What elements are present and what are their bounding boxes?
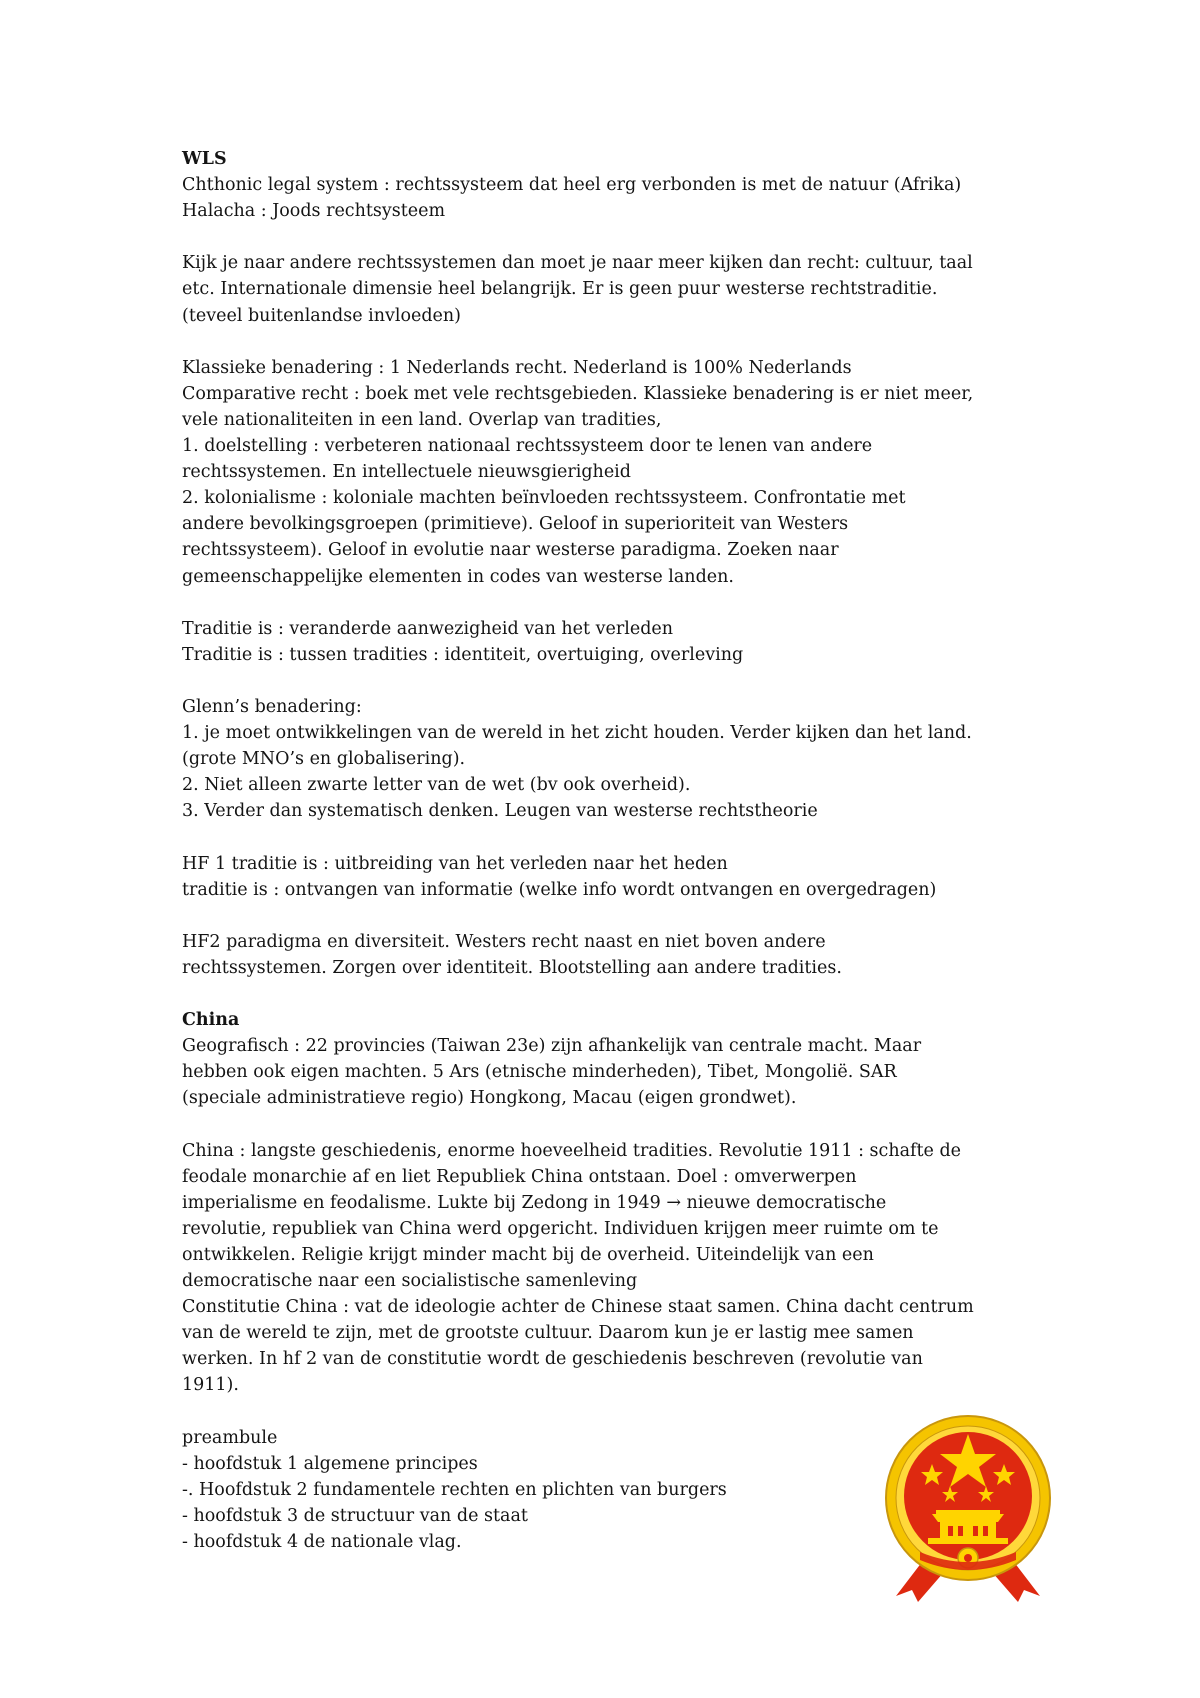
text-line: werken. In hf 2 van de constitutie wordt de geschiedenis beschreven (revolutie van — [182, 1349, 923, 1370]
text-line: HF2 paradigma en diversiteit. Westers recht naast en niet boven andere — [182, 931, 826, 952]
text-line: gemeenschappelijke elementen in codes van westerse landen. — [182, 566, 734, 587]
text-line: -. Hoofdstuk 2 fundamentele rechten en plichten van burgers — [182, 1479, 727, 1500]
blank-line — [182, 590, 1062, 616]
text-line: vele nationaliteiten in een land. Overlap van tradities, — [182, 409, 662, 430]
section-heading: WLS — [182, 149, 227, 169]
text-line: - hoofdstuk 1 algemene principes — [182, 1453, 478, 1474]
text-line: etc. Internationale dimensie heel belangrijk. Er is geen puur westerse rechtstraditie. — [182, 279, 938, 300]
blank-line — [182, 329, 1062, 355]
text-line: andere bevolkingsgroepen (primitieve). Geloof in superioriteit van Westers — [182, 514, 849, 535]
text-line: Comparative recht : boek met vele rechtsgebieden. Klassieke benadering is er niet meer, — [182, 383, 974, 404]
blank-line — [182, 668, 1062, 694]
text-line: van de wereld te zijn, met de grootste cultuur. Daarom kun je er lastig mee samen — [182, 1323, 914, 1344]
blank-line — [182, 903, 1062, 929]
text-line: Klassieke benadering : 1 Nederlands recht. Nederland is 100% Nederlands — [182, 357, 852, 378]
text-line: China : langste geschiedenis, enorme hoeveelheid tradities. Revolutie 1911 : schafte de — [182, 1140, 962, 1161]
china-national-emblem — [878, 1412, 1058, 1604]
text-line: rechtssystemen. En intellectuele nieuwsgierigheid — [182, 462, 631, 483]
section-heading: China — [182, 1010, 240, 1031]
emblem-gate — [928, 1510, 1008, 1544]
text-line: rechtssysteem). Geloof in evolutie naar westerse paradigma. Zoeken naar — [182, 540, 839, 561]
text-line: traditie is : ontvangen van informatie (welke info wordt ontvangen en overgedragen) — [182, 879, 937, 900]
text-line: Constitutie China : vat de ideologie achter de Chinese staat samen. China dacht centrum — [182, 1297, 974, 1318]
text-line: Geografisch : 22 provincies (Taiwan 23e) zijn afhankelijk van centrale macht. Maar — [182, 1036, 922, 1057]
text-line: - hoofdstuk 3 de structuur van de staat — [182, 1505, 528, 1526]
text-line: 3. Verder dan systematisch denken. Leugen van westerse rechtstheorie — [182, 801, 818, 822]
text-line: Traditie is : tussen tradities : identiteit, overtuiging, overleving — [182, 644, 744, 665]
text-line: ontwikkelen. Religie krijgt minder macht bij de overheid. Uiteindelijk van een — [182, 1244, 874, 1265]
text-line: Glenn’s benadering: — [182, 696, 362, 717]
text-line: Chthonic legal system : rechtssysteem dat heel erg verbonden is met de natuur (Afrika) — [182, 175, 962, 196]
text-line: democratische naar een socialistische samenleving — [182, 1271, 638, 1292]
text-line: Traditie is : veranderde aanwezigheid van het verleden — [182, 618, 674, 639]
blank-line — [182, 224, 1062, 250]
text-line: 2. Niet alleen zwarte letter van de wet (bv ook overheid). — [182, 775, 691, 796]
text-line: 1911). — [182, 1375, 239, 1396]
text-line: revolutie, republiek van China werd opgericht. Individuen krijgen meer ruimte om te — [182, 1218, 939, 1239]
text-line: rechtssystemen. Zorgen over identiteit. Blootstelling aan andere tradities. — [182, 957, 842, 978]
blank-line — [182, 981, 1062, 1007]
text-line: (teveel buitenlandse invloeden) — [182, 305, 462, 326]
document-text — [182, 146, 1062, 1555]
text-line: Halacha : Joods rechtsysteem — [182, 201, 446, 222]
text-line: Kijk je naar andere rechtssystemen dan moet je naar meer kijken dan recht: cultuur, taal — [182, 253, 973, 274]
blank-line — [182, 1111, 1062, 1137]
text-line: preambule — [182, 1427, 278, 1448]
text-line: HF 1 traditie is : uitbreiding van het verleden naar het heden — [182, 853, 728, 874]
text-line: hebben ook eigen machten. 5 Ars (etnische minderheden), Tibet, Mongolië. SAR — [182, 1062, 897, 1083]
text-line: (grote MNO’s en globalisering). — [182, 749, 466, 770]
text-line: (speciale administratieve regio) Hongkong, Macau (eigen grondwet). — [182, 1088, 797, 1109]
text-line: - hoofdstuk 4 de nationale vlag. — [182, 1531, 462, 1552]
text-line: imperialisme en feodalisme. Lukte bij Zedong in 1949 → nieuwe democratische — [182, 1192, 887, 1213]
text-line: feodale monarchie af en liet Republiek China ontstaan. Doel : omverwerpen — [182, 1166, 857, 1187]
text-line: 2. kolonialisme : koloniale machten beïnvloeden rechtssysteem. Confrontatie met — [182, 488, 906, 509]
blank-line — [182, 824, 1062, 850]
text-line: 1. je moet ontwikkelingen van de wereld in het zicht houden. Verder kijken dan het land. — [182, 723, 972, 744]
text-line: 1. doelstelling : verbeteren nationaal rechtssysteem door te lenen van andere — [182, 436, 873, 457]
